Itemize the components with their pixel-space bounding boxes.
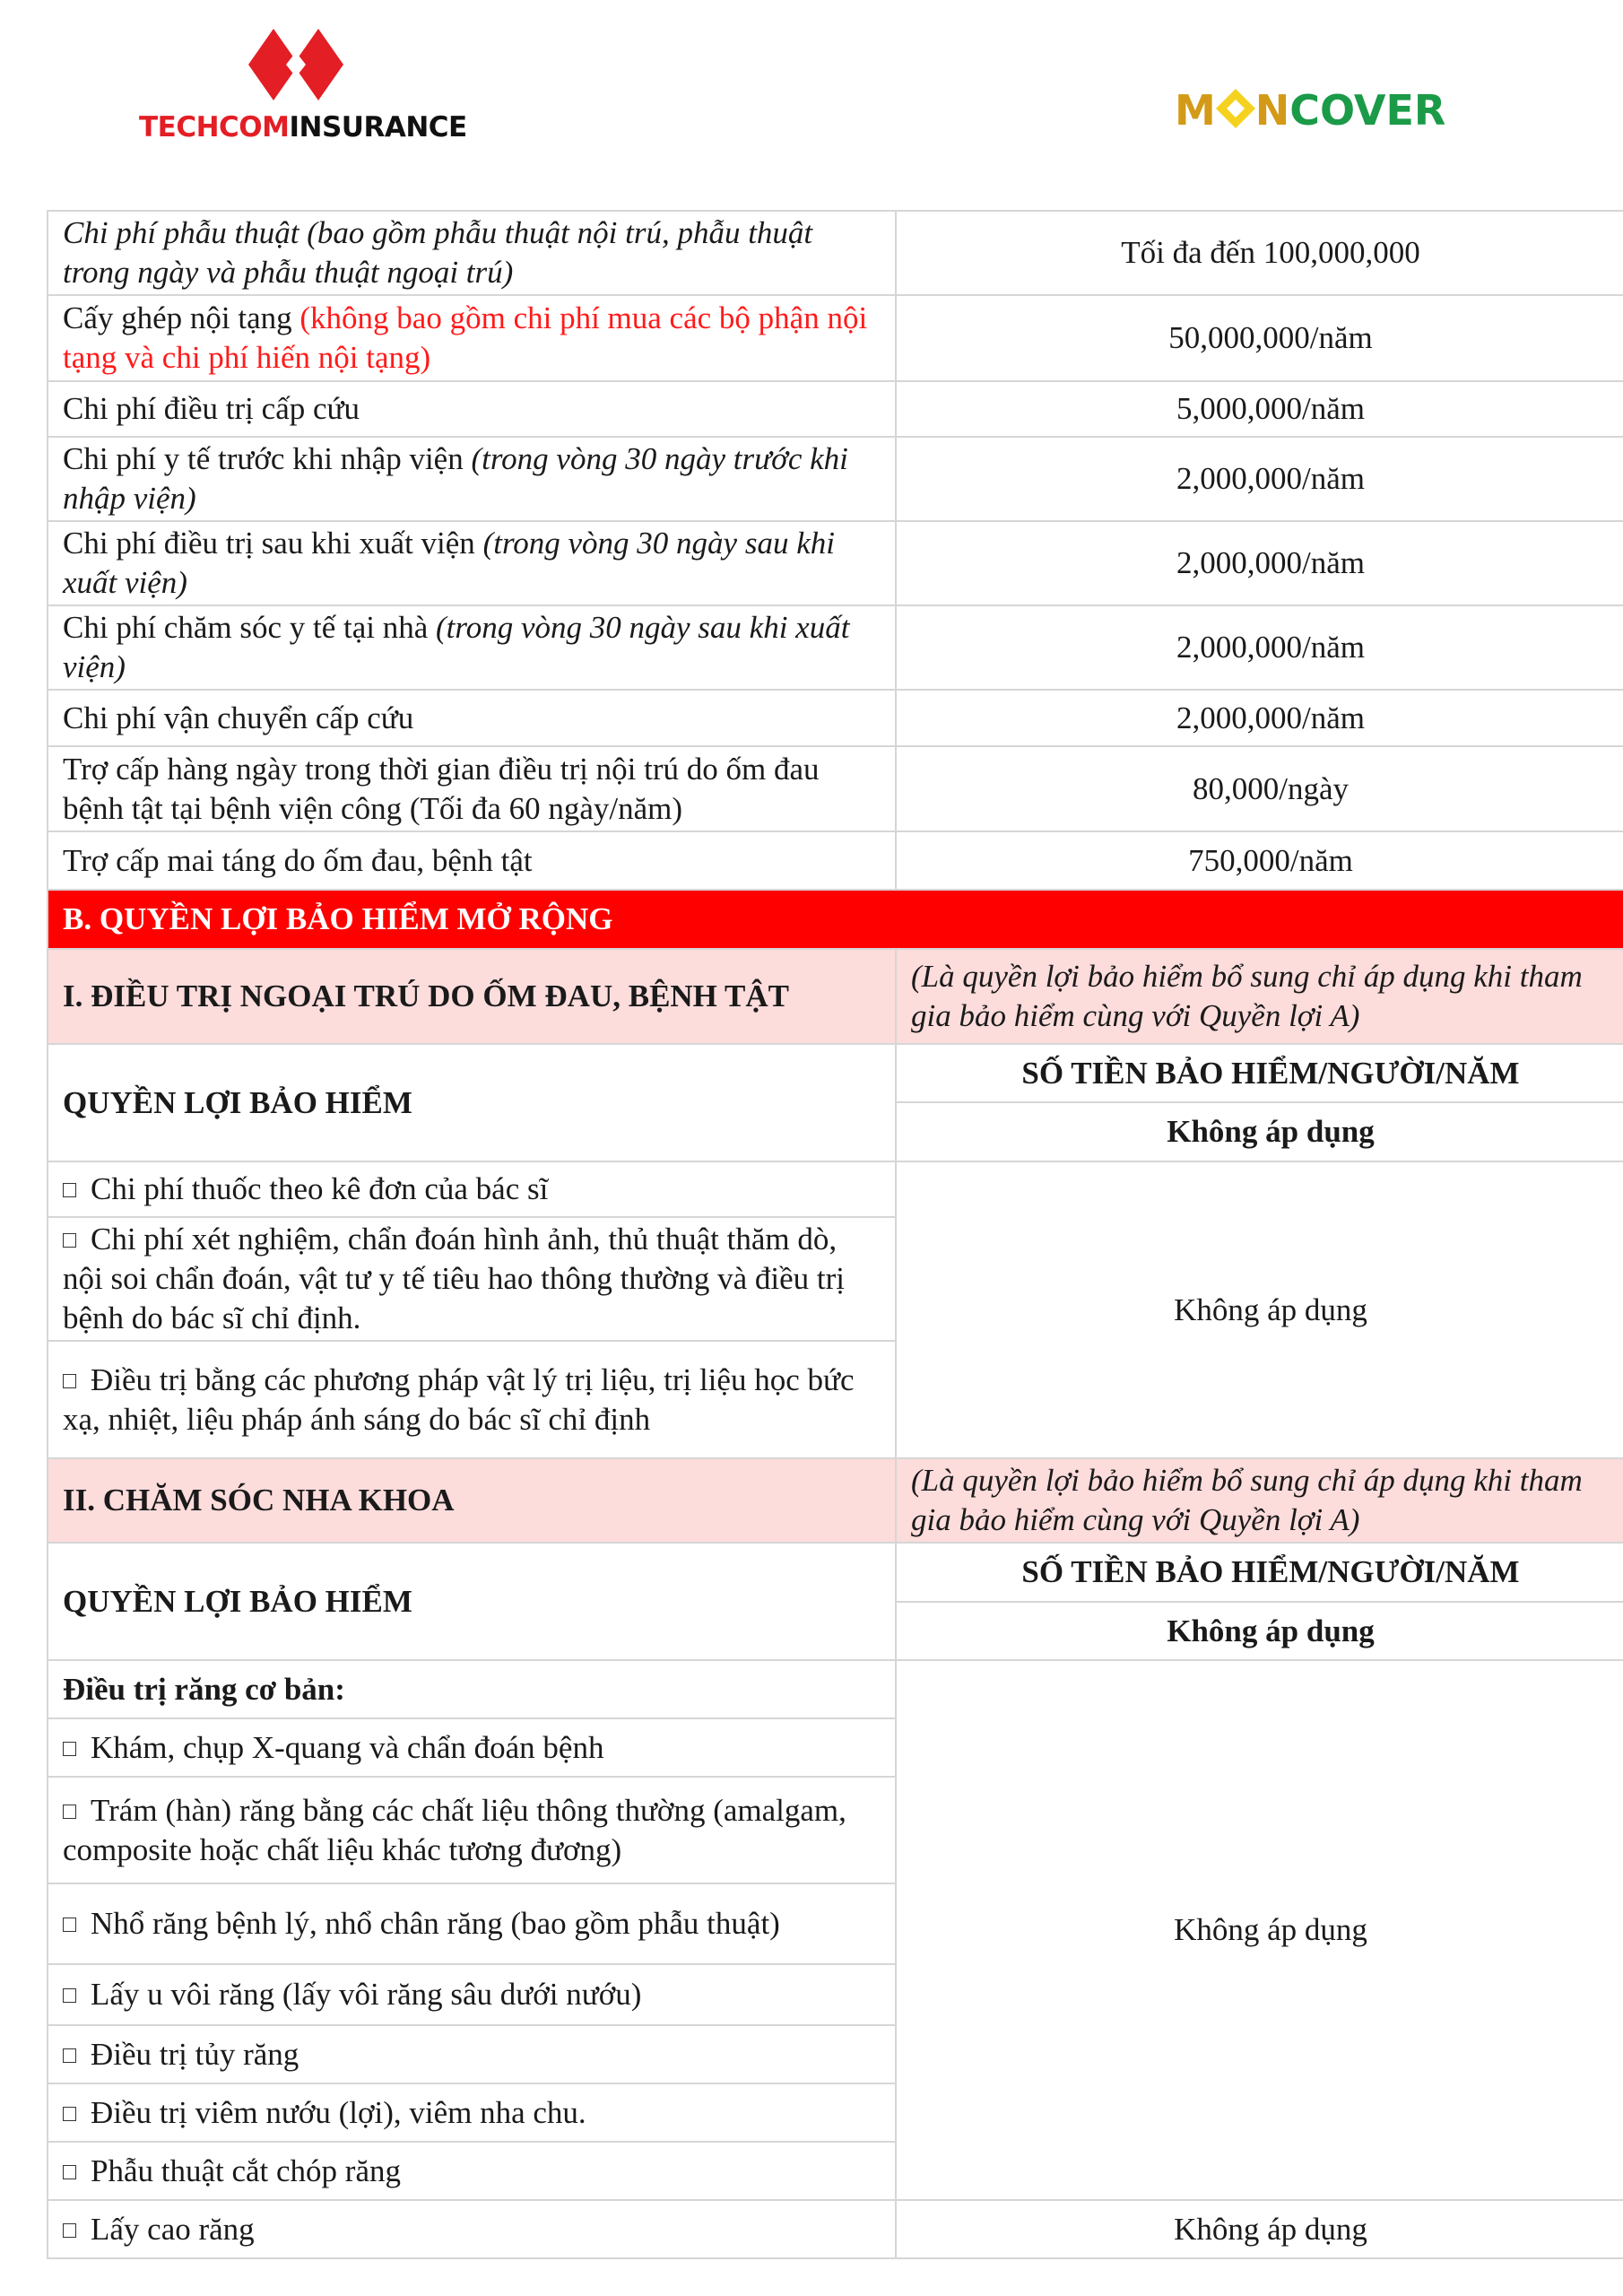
table-row [48,605,1623,690]
amount-cell: 80,000/ngày [896,746,1623,831]
table-row [48,211,1623,295]
checkbox-icon [63,1805,76,1819]
column-header-row [48,1044,1623,1102]
benefit-cell: Chi phí y tế trước khi nhập viện (trong vòng 30 ngày trước khi nhập viện) [48,437,896,521]
amount-cell: 2,000,000/năm [896,690,1623,746]
benefit-item: Nhổ răng bệnh lý, nhổ chân răng (bao gồm phẫu thuật) [48,1883,896,1964]
column-header-row [48,1543,1623,1602]
table-row [48,521,1623,605]
subsection-note: (Là quyền lợi bảo hiểm bổ sung chỉ áp dụng khi tham gia bảo hiểm cùng với Quyền lợi A) [896,1458,1623,1543]
table-row [48,831,1623,890]
table-row [48,2200,1623,2258]
checkbox-icon [63,1183,76,1197]
checkbox-icon [63,2165,76,2179]
subsection-note: (Là quyền lợi bảo hiểm bổ sung chỉ áp dụng khi tham gia bảo hiểm cùng với Quyền lợi A) [896,949,1623,1044]
amount-cell-merged: Không áp dụng [896,1660,1623,2200]
header-value-cell: Không áp dụng [896,1102,1623,1161]
table-row [48,1660,1623,1718]
techcom-insurance-logo [135,29,466,145]
subsection-title: I. ĐIỀU TRỊ NGOẠI TRÚ DO ỐM ĐAU, BỆNH TẬT [48,949,896,1044]
benefit-cell: Chi phí vận chuyển cấp cứu [48,690,896,746]
column-header-amount: SỐ TIỀN BẢO HIỂM/NGƯỜI/NĂM [896,1543,1623,1602]
amount-cell: Không áp dụng [896,2200,1623,2258]
checkbox-icon [63,1233,76,1248]
checkbox-icon [63,2048,76,2063]
moncover-logo-n: N [1254,86,1290,135]
benefit-item: Chi phí thuốc theo kê đơn của bác sĩ [48,1161,896,1217]
amount-cell: 2,000,000/năm [896,605,1623,690]
table-row [48,381,1623,437]
benefit-cell: Chi phí phẫu thuật (bao gồm phẫu thuật nội trú, phẫu thuật trong ngày và phẫu thuật ngoại trú) [48,211,896,295]
benefit-cell: Chi phí điều trị sau khi xuất viện (trong vòng 30 ngày sau khi xuất viện) [48,521,896,605]
benefit-cell: Chi phí chăm sóc y tế tại nhà (trong vòng 30 ngày sau khi xuất viện) [48,605,896,690]
amount-cell: Tối đa đến 100,000,000 [896,211,1623,295]
checkbox-icon [63,1918,76,1932]
benefit-cell: Cấy ghép nội tạng (không bao gồm chi phí mua các bộ phận nội tạng và chi phí hiến nội tạng) [48,295,896,381]
header-value-cell: Không áp dụng [896,1602,1623,1660]
benefit-cell: Chi phí điều trị cấp cứu [48,381,896,437]
table-row [48,690,1623,746]
amount-cell: 2,000,000/năm [896,521,1623,605]
checkbox-icon [63,1988,76,2003]
subsection-header [48,949,1623,1044]
column-header-benefit: QUYỀN LỢI BẢO HIỂM [48,1543,896,1660]
table-row [48,1161,1623,1217]
amount-cell: 50,000,000/năm [896,295,1623,381]
benefit-item: Điều trị bằng các phương pháp vật lý trị liệu, trị liệu học bức xạ, nhiệt, liệu pháp ánh sáng do bác sĩ chỉ định [48,1341,896,1458]
benefit-item: Điều trị viêm nướu (lợi), viêm nha chu. [48,2083,896,2142]
benefit-item: Lấy u vôi răng (lấy vôi răng sâu dưới nướu) [48,1964,896,2025]
benefit-item: Chi phí xét nghiệm, chẩn đoán hình ảnh, thủ thuật thăm dò, nội soi chẩn đoán, vật tư y tế tiêu hao thông thường và điều trị bệnh do bác sĩ chỉ định. [48,1217,896,1341]
column-header-benefit: QUYỀN LỢI BẢO HIỂM [48,1044,896,1161]
moncover-logo-cover: COVER [1289,86,1446,135]
group-title: Điều trị răng cơ bản: [48,1660,896,1718]
section-b-header [48,890,1623,949]
amount-cell: 2,000,000/năm [896,437,1623,521]
moncover-diamond-icon [1216,89,1255,128]
benefit-cell: Trợ cấp mai táng do ốm đau, bệnh tật [48,831,896,890]
benefits-table [47,210,1623,2259]
amount-cell: 750,000/năm [896,831,1623,890]
moncover-logo [1175,86,1445,140]
benefit-item: Lấy cao răng [48,2200,896,2258]
benefit-item: Trám (hàn) răng bằng các chất liệu thông thường (amalgam, composite hoặc chất liệu khác tương đương) [48,1777,896,1883]
amount-cell: 5,000,000/năm [896,381,1623,437]
benefit-item: Khám, chụp X-quang và chẩn đoán bệnh [48,1718,896,1777]
amount-cell-merged: Không áp dụng [896,1161,1623,1458]
section-b-title: B. QUYỀN LỢI BẢO HIỂM MỞ RỘNG [48,890,1623,949]
subsection-title: II. CHĂM SÓC NHA KHOA [48,1458,896,1543]
checkbox-icon [63,2107,76,2121]
table-row [48,295,1623,381]
exclusion-note: (không bao gồm chi phí mua các bộ phận nội tạng và chi phí hiến nội tạng) [63,300,868,375]
benefit-item: Điều trị tủy răng [48,2025,896,2083]
techcom-diamond-logo-icon [247,29,345,100]
table-row [48,746,1623,831]
moncover-logo-m: M [1175,86,1216,135]
checkbox-icon [63,1742,76,1756]
column-header-amount: SỐ TIỀN BẢO HIỂM/NGƯỜI/NĂM [896,1044,1623,1102]
benefit-cell: Trợ cấp hàng ngày trong thời gian điều trị nội trú do ốm đau bệnh tật tại bệnh viện công (Tối đa 60 ngày/năm) [48,746,896,831]
benefit-item: Phẫu thuật cắt chóp răng [48,2142,896,2200]
table-row [48,437,1623,521]
techcom-logo-text: TECHCOMINSURANCE [139,111,467,144]
checkbox-icon [63,1374,76,1388]
checkbox-icon [63,2223,76,2238]
subsection-header [48,1458,1623,1543]
